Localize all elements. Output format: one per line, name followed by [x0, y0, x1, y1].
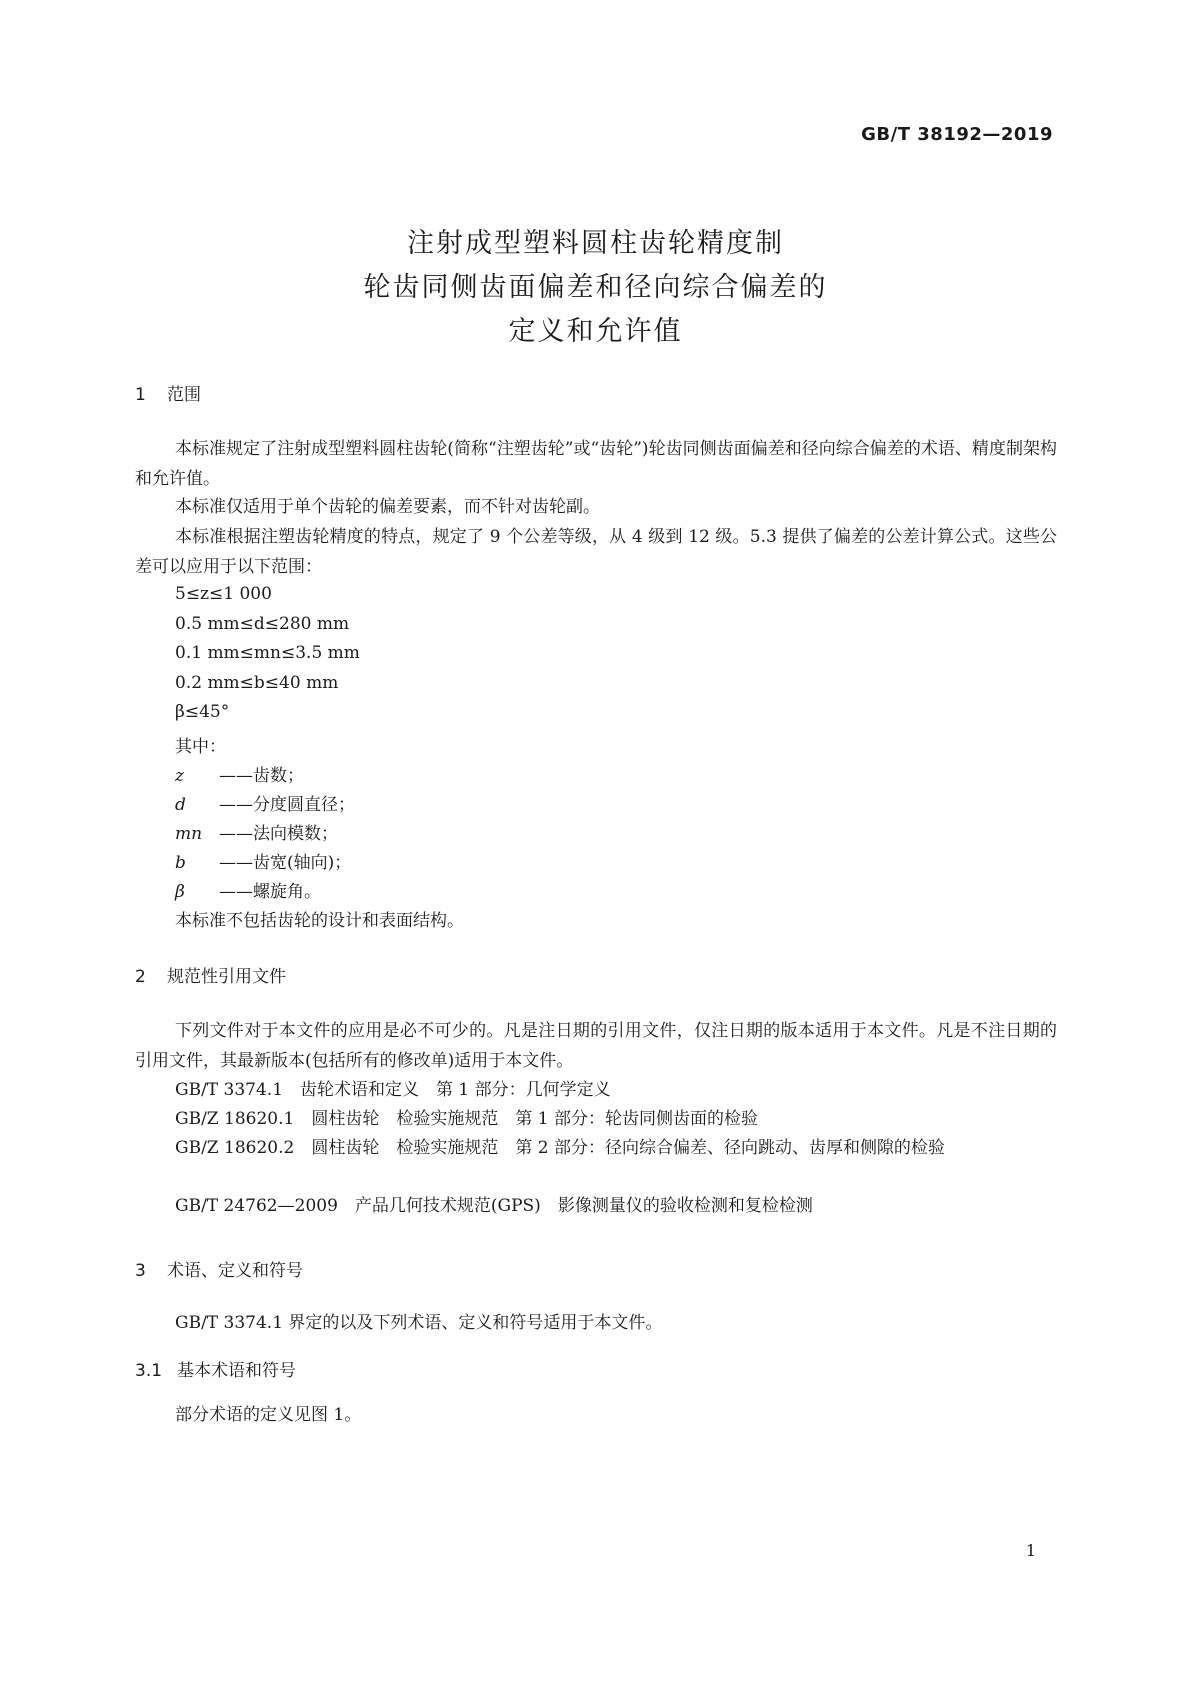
- symbol: β: [175, 882, 185, 902]
- section-title: 术语、定义和符号: [167, 1261, 303, 1281]
- where-label: 其中：: [175, 737, 226, 757]
- range-line: 5≤z≤1 000: [175, 584, 272, 604]
- section-3-heading: [135, 1256, 303, 1281]
- subsection-3-1-heading: [135, 1356, 296, 1381]
- range-line: 0.2 mm≤b≤40 mm: [175, 673, 339, 693]
- scope-paragraph-1: 本标准规定了注射成型塑料圆柱齿轮(简称“注塑齿轮”或“齿轮”)轮齿同侧齿面偏差和径向综合偏差的术语、精度制架构和允许值。: [135, 439, 1057, 489]
- range-line: 0.5 mm≤d≤280 mm: [175, 614, 350, 634]
- symbol-description: ——法向模数；: [219, 824, 338, 844]
- symbol-description: ——齿数；: [219, 766, 304, 786]
- symbol: b: [175, 853, 186, 873]
- range-line: 0.1 mm≤mn≤3.5 mm: [175, 643, 360, 663]
- terms-intro: GB/T 3374.1 界定的以及下列术语、定义和符号适用于本文件。: [175, 1313, 663, 1333]
- symbol-definition: [175, 877, 321, 902]
- section-2-heading: [135, 962, 286, 987]
- symbol-description: ——分度圆直径；: [219, 795, 355, 815]
- title-line-1: 注射成型塑料圆柱齿轮精度制: [407, 228, 784, 259]
- symbol-definition: [175, 761, 304, 786]
- subsection-number: 3.1: [135, 1361, 163, 1381]
- title-line-2: 轮齿同侧齿面偏差和径向综合偏差的: [363, 272, 828, 303]
- symbol-definition: [175, 790, 355, 815]
- section-title: 范围: [167, 385, 201, 405]
- section-1-heading: [135, 380, 201, 405]
- scope-paragraph-2: 本标准仅适用于单个齿轮的偏差要素，而不针对齿轮副。: [175, 497, 600, 517]
- subsection-title: 基本术语和符号: [177, 1361, 296, 1381]
- page-number: 1: [1025, 1541, 1036, 1560]
- symbol: d: [175, 795, 186, 815]
- scope-paragraph-3: 本标准根据注塑齿轮精度的特点，规定了 9 个公差等级，从 4 级到 12 级。5.3 提供了偏差的公差计算公式。这些公差可以应用于以下范围：: [135, 527, 1057, 577]
- reference-item: GB/T 24762—2009 产品几何技术规范(GPS) 影像测量仪的验收检测和复检检测: [175, 1196, 813, 1216]
- symbol-description: ——齿宽(轴向)；: [219, 853, 352, 873]
- scope-paragraph-4: 本标准不包括齿轮的设计和表面结构。: [175, 911, 464, 931]
- section-number: 2: [135, 967, 146, 987]
- standard-code: GB/T 38192—2019: [861, 124, 1053, 145]
- reference-item: GB/Z 18620.1 圆柱齿轮 检验实施规范 第 1 部分：轮齿同侧齿面的检验: [175, 1109, 758, 1129]
- reference-item: GB/Z 18620.2 圆柱齿轮 检验实施规范 第 2 部分：径向综合偏差、径向跳动、齿厚和侧隙的检验: [175, 1138, 945, 1158]
- reference-item: GB/T 3374.1 齿轮术语和定义 第 1 部分：几何学定义: [175, 1080, 611, 1100]
- section-title: 规范性引用文件: [167, 967, 286, 987]
- symbol-definition: [175, 848, 351, 873]
- figure-reference: 部分术语的定义见图 1。: [175, 1405, 362, 1425]
- symbol-description: ——螺旋角。: [219, 882, 321, 902]
- document-title: [0, 222, 1191, 354]
- range-line: β≤45°: [175, 702, 230, 722]
- symbol: z: [175, 766, 184, 786]
- symbol: mn: [175, 824, 203, 844]
- section-number: 3: [135, 1261, 146, 1281]
- references-intro: 下列文件对于本文件的应用是必不可少的。凡是注日期的引用文件，仅注日期的版本适用于本文件。凡是不注日期的引用文件，其最新版本(包括所有的修改单)适用于本文件。: [135, 1021, 1057, 1071]
- symbol-definition: [175, 819, 338, 844]
- title-line-3: 定义和允许值: [508, 316, 683, 347]
- section-number: 1: [135, 385, 146, 405]
